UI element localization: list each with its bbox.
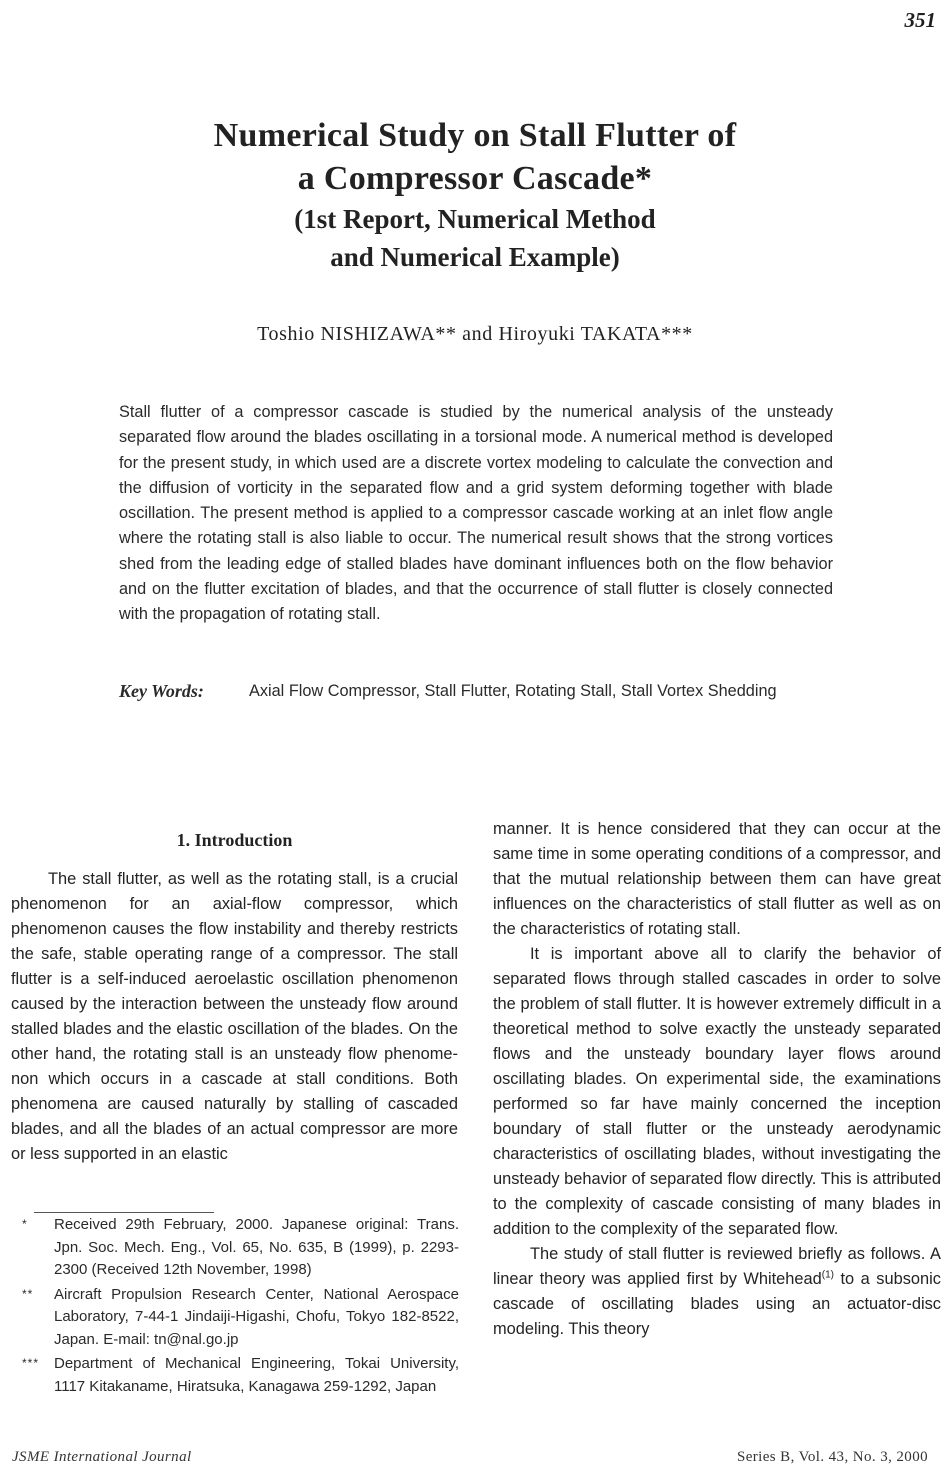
footnote-mark: **: [22, 1286, 34, 1301]
title-line-2: a Compressor Cascade*: [297, 160, 653, 197]
footnote-mark: *: [22, 1217, 28, 1231]
intro-paragraph-1-continued: manner. It is hence considered that they can occur at the same time in some operating conditions of a compressor, and that the mutual relationship between them can have great influences on the characteristics of stall flutter as well as on the characteristics of rotating stall.: [493, 820, 941, 938]
footnotes: [22, 1214, 459, 1400]
keywords: [119, 679, 833, 704]
page-number: 351: [904, 8, 936, 32]
intro-paragraph-3: [493, 1242, 941, 1342]
intro-paragraph-1: The stall flutter, as well as the rotating stall, is a crucial phenomenon for an axial-flow compressor, which phenomenon causes the flow instability and thereby restricts the safe, stable operating range of a compressor. The stall flutter is a self-induced aeroelastic oscillation phenomenon caused by the interaction between the unsteady flow around stalled blades and the elastic oscillation of the blades. On the other hand, the rotating stall is an unsteady flow phenomenon which occurs in a cascade at stall conditions. Both phenomena are caused naturally by stalling of cascaded blades, and all the blades of an actual compressor are more or less supported in an elastic: [11, 870, 458, 1163]
footnote-divider: [34, 1212, 214, 1213]
footnote-text: Department of Mechanical Engineering, Tokai University, 1117 Kitakaname, Hiratsuka, Kanagawa 259-1292, Japan: [54, 1355, 459, 1395]
series-info: Series B, Vol. 43, No. 3, 2000: [736, 1449, 928, 1465]
subtitle-line-2: and Numerical Example): [330, 242, 620, 272]
left-column: [11, 867, 458, 1167]
paragraph-text: The study of stall flutter is reviewed briefly as follows. A linear theory was applied first by Whitehead: [493, 1245, 941, 1288]
right-column: [493, 817, 941, 1342]
footnote: [22, 1214, 459, 1282]
footnote-text: Received 29th February, 2000. Japanese original: Trans. Jpn. Soc. Mech. Eng., Vol. 65, No. 635, B (1999), p. 2293-2300 (Received 12th November, 1998): [54, 1216, 459, 1278]
footnote: [22, 1353, 459, 1398]
journal-name: JSME International Journal: [12, 1449, 192, 1465]
keywords-label: Key Words:: [119, 681, 204, 701]
keywords-text: Axial Flow Compressor, Stall Flutter, Rotating Stall, Stall Vortex Shedding: [249, 682, 777, 700]
abstract: Stall flutter of a compressor cascade is studied by the numerical analysis of the unsteady separated flow around the blades oscillating in a torsional mode. A numerical method is developed for the present study, in which used are a discrete vortex modeling to calculate the convection and the diffusion of vorticity in the separated flow and a grid system deforming together with blade oscillation. The present method is applied to a compressor cascade working at an inlet flow angle where the rotating stall is also liable to occur. The numerical result shows that the strong vortices shed from the leading edge of stalled blades have dominant influences both on the flow behavior and on the flutter excitation of blades, and that the occurrence of stall flutter is closely connected with the propagation of rotating stall.: [119, 403, 833, 624]
footnote-text: Aircraft Propulsion Research Center, National Aerospace Laboratory, 7-44-1 Jindaiji-Higashi, Chofu, Tokyo 182-8522, Japan. E-mail: tn@nal.go.jp: [54, 1285, 459, 1348]
authors: Toshio NISHIZAWA** and Hiroyuki TAKATA***: [257, 323, 693, 345]
section-heading: 1. Introduction: [176, 830, 293, 850]
intro-paragraph-2: It is important above all to clarify the behavior of separated flows through stalled cascades in order to solve the problem of stall flutter. It is however extremely difficult in a theoretical method to solve exactly the unsteady separated flows and the unsteady boundary layer flows around oscillating blades. On experimental side, the examinations performed so far have mainly concerned the inception boundary of stall flutter or the unsteady aerodynamic characteristics of oscillating blades, without investigating the unsteady behavior of separated flow directly. This is attributed to the complexity of cascade consisting of many blades in addition to the complexity of the separated flow.: [493, 945, 941, 1238]
footnote: [22, 1284, 459, 1352]
reference-citation[interactable]: (1): [821, 1269, 834, 1281]
title-line-1: Numerical Study on Stall Flutter of: [213, 117, 737, 154]
subtitle-line-1: (1st Report, Numerical Method: [294, 204, 656, 234]
paragraph-text: to a subsonic cascade of oscillating blades using an actuator-disc modeling. This theory: [493, 1270, 941, 1338]
footnote-mark: ***: [22, 1356, 40, 1370]
paper-title: [0, 114, 950, 276]
